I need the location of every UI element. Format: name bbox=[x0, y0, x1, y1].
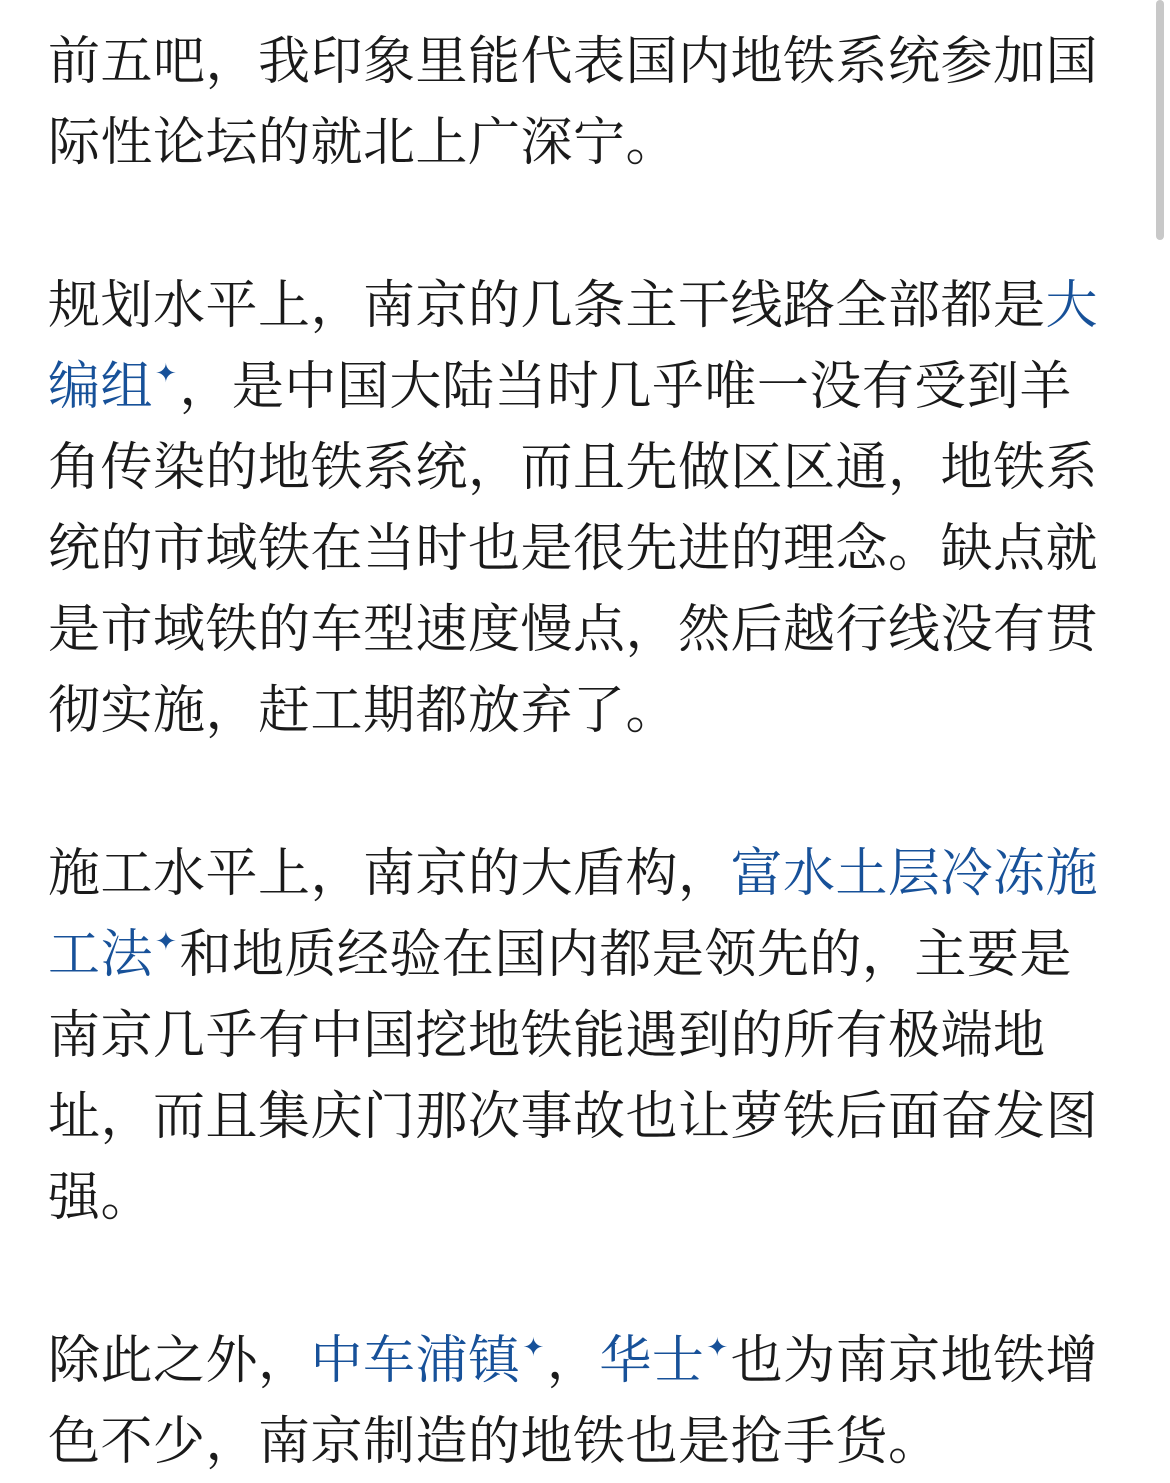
paragraph-2 bbox=[48, 266, 1108, 752]
paragraph-text: 除此之外， bbox=[48, 1331, 311, 1391]
sparkle-icon[interactable]: ✦ bbox=[522, 1333, 545, 1363]
paragraph-text: ， bbox=[546, 1331, 600, 1391]
answer-content bbox=[48, 22, 1108, 1483]
link-label[interactable]: 中车浦镇 bbox=[310, 1331, 521, 1391]
link-label[interactable]: 华士 bbox=[599, 1331, 705, 1391]
keyword-link-huashi[interactable] bbox=[599, 1331, 730, 1391]
sparkle-icon[interactable]: ✦ bbox=[155, 359, 178, 389]
sparkle-icon[interactable]: ✦ bbox=[155, 927, 178, 957]
paragraph-text: 规划水平上，南京的几条主干线路全部都是 bbox=[48, 276, 1046, 336]
scrollbar[interactable] bbox=[1156, 0, 1164, 240]
paragraph-text: 施工水平上，南京的大盾构， bbox=[48, 844, 731, 904]
paragraph-text: 和地质经验在国内都是领先的，主要是南京几乎有中国挖地铁能遇到的所有极端地址，而且集庆门那次事故也让萝铁后面奋发图强。 bbox=[48, 925, 1099, 1228]
paragraph-1 bbox=[48, 22, 1108, 184]
paragraph-text: 前五吧，我印象里能代表国内地铁系统参加国际性论坛的就北上广深宁。 bbox=[48, 32, 1099, 173]
keyword-link-crrc-puzhen[interactable] bbox=[311, 1331, 547, 1391]
link-label[interactable]: 大编组 bbox=[48, 276, 1099, 417]
link-label[interactable]: 富水土层冷冻施工法 bbox=[48, 844, 1099, 985]
sparkle-icon[interactable]: ✦ bbox=[706, 1333, 729, 1363]
paragraph-3 bbox=[48, 834, 1108, 1239]
paragraph-text: ，是中国大陆当时几乎唯一没有受到羊角传染的地铁系统，而且先做区区通，地铁系统的市域铁在当时也是很先进的理念。缺点就是市域铁的车型速度慢点，然后越行线没有贯彻实施，赶工期都放弃了。 bbox=[48, 357, 1099, 741]
paragraph-text: 也为南京地铁增色不少，南京制造的地铁也是抢手货。 bbox=[48, 1331, 1099, 1472]
paragraph-4 bbox=[48, 1321, 1108, 1483]
